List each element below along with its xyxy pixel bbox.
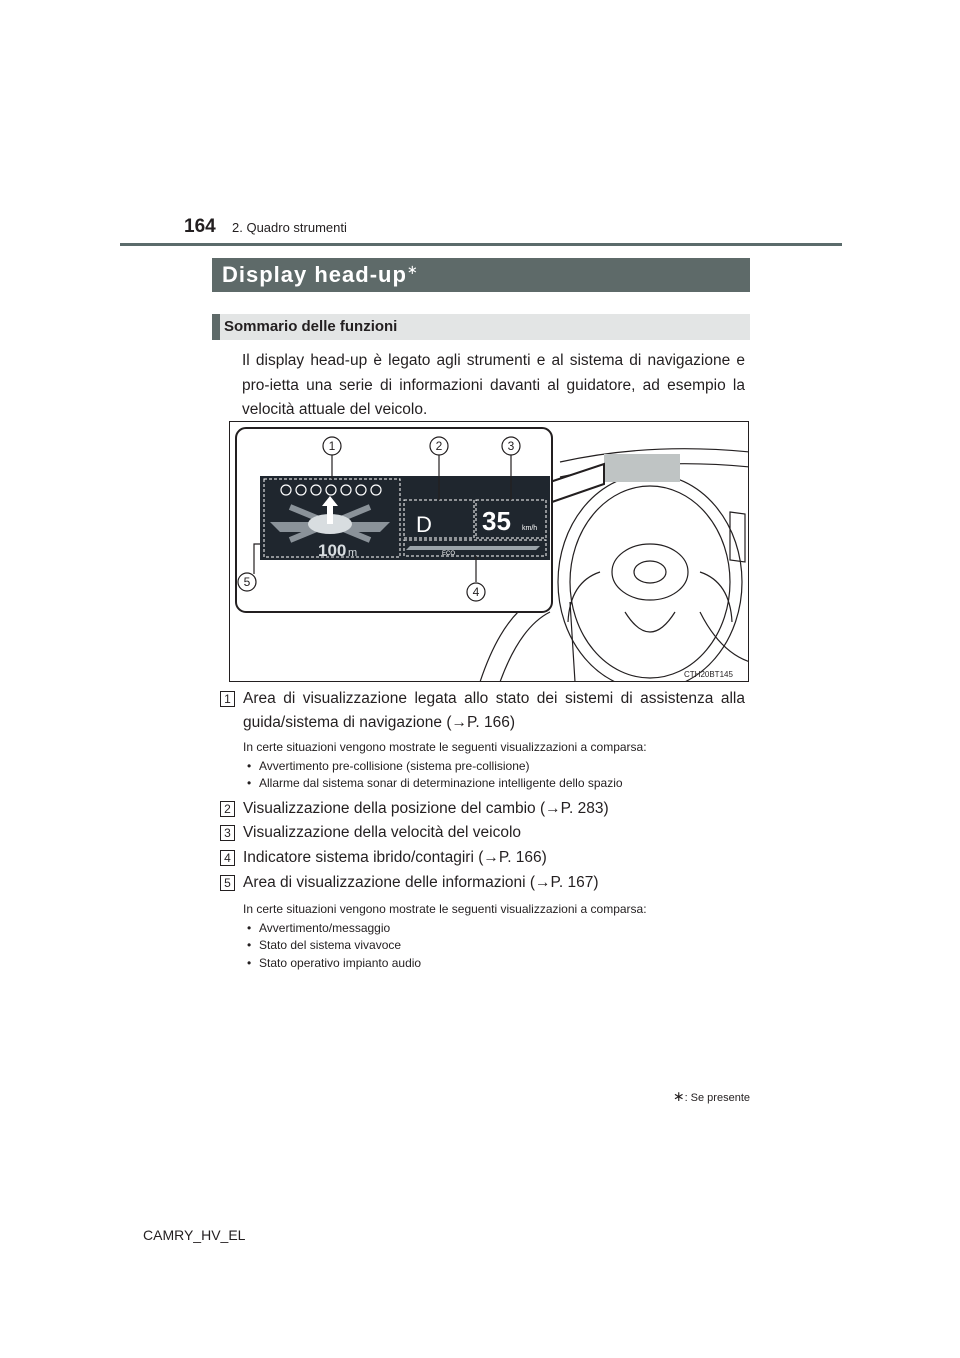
- callout-2: [430, 437, 448, 455]
- subsection-title: Sommario delle funzioni: [224, 318, 398, 335]
- svg-text:1: 1: [328, 439, 336, 453]
- speed-unit: km/h: [522, 525, 538, 532]
- item-1-note: In certe situazioni vengono mostrate le seguenti visualizzazioni a comparsa:: [243, 740, 647, 754]
- item-5-note: In certe situazioni vengono mostrate le seguenti visualizzazioni a comparsa:: [243, 902, 647, 916]
- footnote-text: : Se presente: [684, 1092, 750, 1104]
- callout-pointer: [550, 464, 604, 502]
- callout-4: [467, 583, 485, 601]
- callout-5: [238, 573, 256, 591]
- item-5-bullet: • Stato del sistema vivavoce: [247, 938, 402, 952]
- intro-paragraph: Il display head-up è legato agli strumenti e al sistema di navigazione e pro-ietta una serie di informazioni davanti al guidatore, ad esempio la velocità attuale del veicolo.: [242, 352, 745, 418]
- model-code: CAMRY_HV_EL: [143, 1227, 246, 1243]
- hud-illustration: [230, 422, 749, 682]
- callout-1: [323, 437, 341, 455]
- distance-value: 100: [318, 541, 347, 560]
- hud-projection-area: [604, 454, 680, 482]
- item-number-2: 2: [220, 801, 235, 817]
- item-5-text: Area di visualizzazione delle informazioni (→P. 167): [243, 874, 599, 891]
- svg-text:4: 4: [472, 585, 480, 599]
- section-title: [222, 262, 419, 288]
- svg-text:3: 3: [507, 439, 515, 453]
- item-number-1: 1: [220, 691, 235, 707]
- hud-figure: [229, 421, 749, 682]
- item-5-bullet: • Avvertimento/messaggio: [247, 921, 391, 935]
- item-1-text: Area di visualizzazione legata allo stato dei sistemi di assistenza alla guida/sistema di navigazione (→P. 166): [243, 690, 745, 731]
- item-5-bullet: • Stato operativo impianto audio: [247, 956, 422, 970]
- header-rule: [120, 243, 842, 246]
- optional-mark-icon: ∗: [406, 262, 419, 277]
- item-1-bullet: • Allarme dal sistema sonar di determinazione intelligente dello spazio: [247, 776, 623, 790]
- item-1-bullet: • Avvertimento pre-collisione (sistema pre-collisione): [247, 759, 530, 773]
- footnote: [600, 1088, 750, 1105]
- optional-mark-icon: ∗: [672, 1088, 685, 1104]
- item-number-4: 4: [220, 850, 235, 866]
- callout-3: [502, 437, 520, 455]
- section-title-text: Display head-up: [222, 262, 407, 287]
- item-4-text: Indicatore sistema ibrido/contagiri (→P. 166): [243, 849, 547, 866]
- figure-code: CTH20BT145: [684, 670, 733, 679]
- gear-value: D: [416, 512, 432, 537]
- chapter-title: 2. Quadro strumenti: [232, 220, 347, 235]
- item-3-text: Visualizzazione della velocità del veicolo: [243, 824, 522, 841]
- distance-unit: m: [348, 547, 358, 559]
- svg-text:2: 2: [435, 439, 443, 453]
- hybrid-bar: [406, 546, 540, 550]
- page-number: 164: [184, 216, 216, 237]
- item-2-text: Visualizzazione della posizione del cambio (→P. 283): [243, 800, 609, 817]
- eco-label: ECO: [442, 551, 456, 557]
- svg-text:5: 5: [243, 575, 251, 589]
- speed-value: 35: [482, 506, 511, 536]
- item-number-5: 5: [220, 875, 235, 891]
- item-number-3: 3: [220, 825, 235, 841]
